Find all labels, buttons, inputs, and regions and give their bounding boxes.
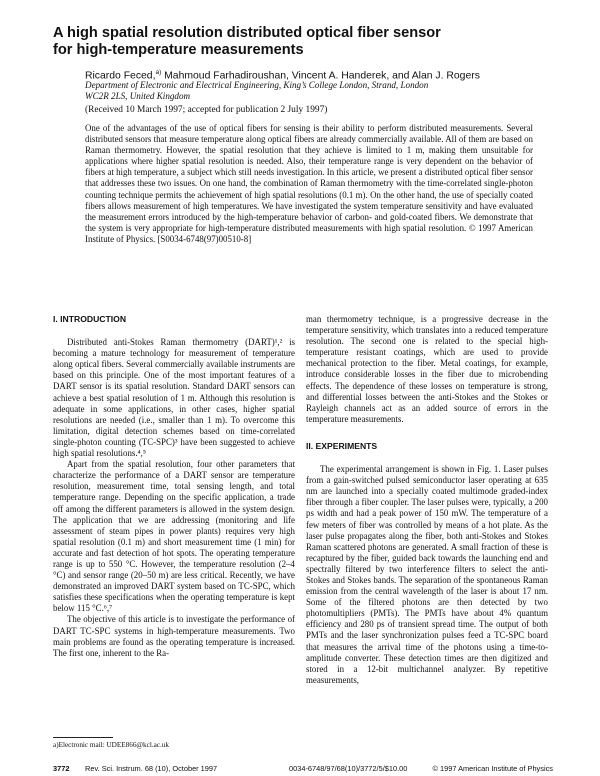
title-line-2: for high-temperature measurements <box>53 42 304 58</box>
page-footer <box>53 764 553 775</box>
affiliation-line-2: WC2R 2LS, United Kingdom <box>85 91 191 101</box>
intro-paragraph-3-continued: man thermometry technique, is a progressive decrease in the temperature sensitivity, which translates into a reduced temperature resolution. The second one is related to the special high-temperature resistant coatings, which are used to provide mechanical protection to the fiber. Metal coatings, for example, introduce considerable losses in the fiber due to microbending effects. The dependence of these losses on temperature is strong, and differential losses between the anti-Stokes and the Stokes or Rayleigh channels act as an added source of errors in the temperature measurements. <box>306 314 548 424</box>
section-heading-experiments: II. EXPERIMENTS <box>306 440 378 451</box>
author-footnote-mark: a) <box>155 69 162 76</box>
received-dates: (Received 10 March 1997; accepted for publication 2 July 1997) <box>85 105 328 115</box>
title-line-1: A high spatial resolution distributed optical fiber sensor <box>53 25 441 41</box>
intro-paragraph-1: Distributed anti-Stokes Raman thermometry (DART)¹,² is becoming a mature technology for measurement of temperature along optical fibers. Several commercially available instruments are based on this principle. One of the most important features of a DART sensor is its spatial resolution. Standard DART sensors can achieve a best spatial resolution of 1 m. Although this resolution is adequate in some applications, in other cases, higher spatial resolutions are needed (i.e., smaller than 1 m). To overcome this limitation, digital detection schemes based on time-correlated single-photon counting (TC-SPC)³ have been suggested to achieve high spatial resolutions.⁴,⁵ <box>53 337 295 459</box>
left-column <box>53 314 295 659</box>
intro-paragraph-3: The objective of this article is to investigate the performance of DART TC-SPC systems in high-temperature measurements. Two main problems are found as the operating temperature is increased. The first one, inherent to the Ra- <box>53 614 295 658</box>
affiliation-line-1: Department of Electronic and Electrical Engineering, King’s College London, Strand, London <box>85 80 429 90</box>
article-code: 0034-6748/97/68(10)/3772/5/$10.00 <box>289 764 408 773</box>
intro-paragraph-2: Apart from the spatial resolution, four other parameters that characterize the performance of a DART sensor are temperature resolution, measurement time, total sensing length, and total temperature range. Depending on the specific application, a trade off among the different parameters is allowed in the system design. The application that we are addressing (monitoring and life assessment of steam pipes in power plants) requires very high spatial resolution (0.1 m) and short measurement time (1 min) for accurate and fast detection of hot spots. The operating temperature range is up to 550 °C. However, the temperature resolution (2–4 °C) and sensor range (20–50 m) are less critical. Recently, we have demonstrated an improved DART system based on TC-SPC, which satisfies these specifications when the operating temperature is kept below 115 °C.⁶,⁷ <box>53 459 295 614</box>
abstract: One of the advantages of the use of optical fibers for sensing is their ability to perform distributed measurements. Several distributed sensors that measure temperature along optical fibers are already commercially available. All of them are based on Raman thermometry. However, the spatial resolution that they achieve is limited to 1 m, making them unsuitable for applications where higher spatial resolution is needed. Also, their temperature range is very dependent on the behavior of fibers at high temperature, a subject which still needs investigation. In this article, we present a distributed optical fiber sensor that addresses these two issues. On one hand, the combination of Raman thermometry with the time-correlated single-photon counting technique permits the achievement of high spatial resolutions (0.1 m). On the other hand, the use of specially coated fibers allows measurement of high temperatures. We have investigated the system temperature sensitivity and have evaluated the measurement errors introduced by the high-temperature behavior of carbon- and gold-coated fibers. We demonstrate that the system is very appropriate for high-temperature distributed measurements with high spatial resolution. © 1997 American Institute of Physics. [S0034-6748(97)00510-8] <box>85 123 533 244</box>
right-column <box>306 314 548 686</box>
article-title <box>53 25 553 59</box>
section-spacer <box>306 425 548 441</box>
journal-citation: Rev. Sci. Instrum. 68 (10), October 1997 <box>85 764 218 773</box>
section-heading-introduction: I. INTRODUCTION <box>53 314 127 324</box>
footnote-divider <box>53 737 113 738</box>
author-others: Mahmoud Farhadiroushan, Vincent A. Handerek, and Alan J. Rogers <box>161 70 480 82</box>
footnote-email: a)Electronic mail: UDEE866@kcl.ac.uk <box>53 741 169 749</box>
copyright-notice: © 1997 American Institute of Physics <box>432 764 553 773</box>
page-number: 3772 <box>53 764 70 773</box>
experiments-paragraph-1: The experimental arrangement is shown in Fig. 1. Laser pulses from a gain-switched pulsed semiconductor laser operating at 635 nm are launched into a specially coated multimode graded-index fiber through a fiber coupler. The laser pulses were, typically, a 200 ps width and had a peak power of 150 mW. The temperature of a few meters of fiber was controlled by means of a hot plate. As the laser pulse propagates along the fiber, both anti-Stokes and Stokes Raman scattered photons are generated. A small fraction of these is recaptured by the fiber, guided back towards the launching end and spectrally filtered by two interference filters to select the anti-Stokes and Stokes bands. The separation of the spontaneous Raman emission from the central wavelength of the laser is about 17 nm. Some of the filtered photons are then detected by two photomultipliers (PMTs). The PMTs have about 4% quantum efficiency and 280 ps of transient spread time. The output of both PMTs and the laser synchronization pulses feed a TC-SPC board that measures the arrival time of the photons using a time-to-amplitude converter. These detection times are then digitized and stored in a 12-bit multichannel analyzer. By repetitive measurements, <box>306 464 548 685</box>
author-first: Ricardo Feced, <box>85 70 156 82</box>
affiliation <box>85 80 545 102</box>
